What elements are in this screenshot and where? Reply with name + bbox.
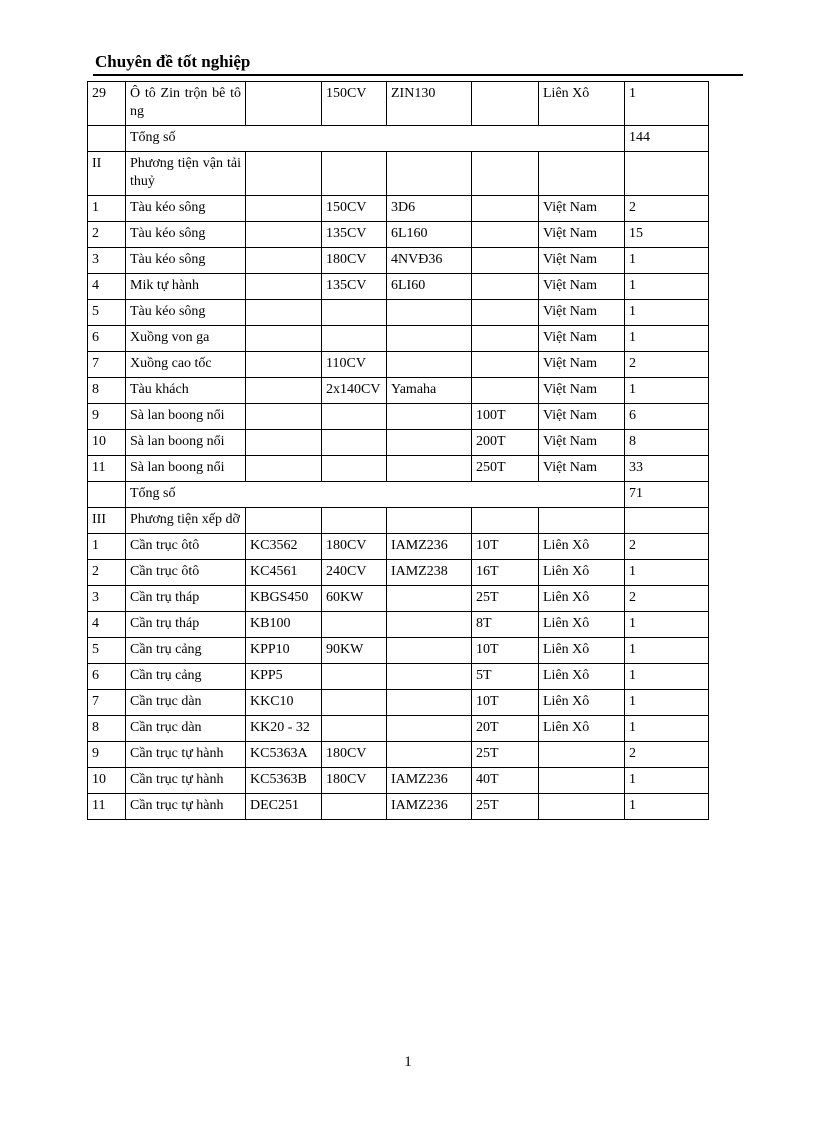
- cell-origin: [539, 508, 625, 534]
- cell-stt: 11: [88, 456, 126, 482]
- cell-name: Tàu kéo sông: [126, 248, 246, 274]
- cell-model: KC3562: [246, 534, 322, 560]
- cell-name: Phương tiện vận tải thuỷ: [126, 152, 246, 196]
- cell-model: [246, 404, 322, 430]
- cell-origin: Việt Nam: [539, 378, 625, 404]
- cell-origin: Việt Nam: [539, 196, 625, 222]
- cell-origin: Liên Xô: [539, 82, 625, 126]
- cell-origin: Liên Xô: [539, 716, 625, 742]
- cell-engine: [387, 300, 472, 326]
- cell-power: 135CV: [322, 222, 387, 248]
- table-row: [88, 768, 709, 794]
- cell-name: Cần trụ tháp: [126, 586, 246, 612]
- cell-quantity: 2: [625, 196, 709, 222]
- cell-quantity: 1: [625, 326, 709, 352]
- cell-quantity: 1: [625, 560, 709, 586]
- cell-power: [322, 326, 387, 352]
- cell-capacity: [472, 352, 539, 378]
- cell-quantity: 2: [625, 534, 709, 560]
- cell-origin: [539, 742, 625, 768]
- total-label: Tổng số: [126, 482, 625, 508]
- cell-power: 150CV: [322, 82, 387, 126]
- table-row: [88, 300, 709, 326]
- cell-capacity: [472, 508, 539, 534]
- cell-engine: [387, 508, 472, 534]
- cell-stt: 4: [88, 612, 126, 638]
- cell-name: Tàu kéo sông: [126, 196, 246, 222]
- table-row: [88, 716, 709, 742]
- cell-quantity: 1: [625, 664, 709, 690]
- cell-name: Sà lan boong nổi: [126, 404, 246, 430]
- cell-engine: 4NVĐ36: [387, 248, 472, 274]
- cell-capacity: [472, 274, 539, 300]
- cell-model: KC5363B: [246, 768, 322, 794]
- cell-origin: Việt Nam: [539, 248, 625, 274]
- table-row: [88, 352, 709, 378]
- cell-model: [246, 152, 322, 196]
- cell-engine: [387, 430, 472, 456]
- cell-quantity: 8: [625, 430, 709, 456]
- cell-engine: IAMZ236: [387, 794, 472, 820]
- cell-power: [322, 430, 387, 456]
- cell-power: 150CV: [322, 196, 387, 222]
- cell-engine: 6L160: [387, 222, 472, 248]
- cell-capacity: 5T: [472, 664, 539, 690]
- cell-name: Mik tự hành: [126, 274, 246, 300]
- cell-name: Cần trục dàn: [126, 716, 246, 742]
- cell-engine: ZIN130: [387, 82, 472, 126]
- cell-name: Cần trục ôtô: [126, 560, 246, 586]
- cell-capacity: 25T: [472, 742, 539, 768]
- table-row: [88, 690, 709, 716]
- table-row: [88, 430, 709, 456]
- cell-model: KPP10: [246, 638, 322, 664]
- cell-origin: Liên Xô: [539, 664, 625, 690]
- table-row: [88, 248, 709, 274]
- cell-model: [246, 300, 322, 326]
- cell-quantity: 6: [625, 404, 709, 430]
- cell-power: [322, 300, 387, 326]
- cell-model: [246, 248, 322, 274]
- cell-model: [246, 274, 322, 300]
- table-row: [88, 664, 709, 690]
- cell-capacity: [472, 248, 539, 274]
- cell-power: [322, 456, 387, 482]
- table-row: [88, 742, 709, 768]
- table-row: [88, 326, 709, 352]
- cell-power: 135CV: [322, 274, 387, 300]
- cell-quantity: 2: [625, 742, 709, 768]
- cell-capacity: 10T: [472, 690, 539, 716]
- cell-name: Cần trụ tháp: [126, 612, 246, 638]
- cell-engine: [387, 152, 472, 196]
- cell-quantity: 1: [625, 300, 709, 326]
- cell-quantity: 33: [625, 456, 709, 482]
- cell-origin: Việt Nam: [539, 222, 625, 248]
- cell-capacity: [472, 196, 539, 222]
- cell-engine: [387, 404, 472, 430]
- cell-stt: 6: [88, 664, 126, 690]
- cell-stt: 8: [88, 378, 126, 404]
- cell-name: Xuồng von ga: [126, 326, 246, 352]
- table-row: [88, 612, 709, 638]
- cell-power: 240CV: [322, 560, 387, 586]
- cell-power: 2x140CV: [322, 378, 387, 404]
- cell-quantity: [625, 508, 709, 534]
- cell-model: [246, 326, 322, 352]
- cell-origin: Việt Nam: [539, 274, 625, 300]
- table-row: [88, 560, 709, 586]
- cell-engine: IAMZ238: [387, 560, 472, 586]
- cell-engine: [387, 716, 472, 742]
- cell-stt: 9: [88, 404, 126, 430]
- cell-name: Cần trục tự hành: [126, 794, 246, 820]
- cell-origin: Liên Xô: [539, 586, 625, 612]
- cell-stt: II: [88, 152, 126, 196]
- cell-model: KPP5: [246, 664, 322, 690]
- cell-capacity: 25T: [472, 586, 539, 612]
- cell-origin: Việt Nam: [539, 300, 625, 326]
- cell-capacity: 200T: [472, 430, 539, 456]
- cell-capacity: [472, 222, 539, 248]
- cell-engine: [387, 742, 472, 768]
- cell-origin: Việt Nam: [539, 326, 625, 352]
- cell-engine: 6LI60: [387, 274, 472, 300]
- cell-stt: 6: [88, 326, 126, 352]
- cell-engine: [387, 456, 472, 482]
- cell-capacity: [472, 300, 539, 326]
- table-row: [88, 82, 709, 126]
- cell-origin: Việt Nam: [539, 430, 625, 456]
- cell-power: [322, 612, 387, 638]
- cell-model: [246, 82, 322, 126]
- table-row: [88, 274, 709, 300]
- cell-engine: Yamaha: [387, 378, 472, 404]
- table-row: [88, 794, 709, 820]
- cell-origin: Liên Xô: [539, 638, 625, 664]
- cell-capacity: [472, 152, 539, 196]
- cell-quantity: 1: [625, 82, 709, 126]
- cell-origin: Việt Nam: [539, 456, 625, 482]
- cell-capacity: [472, 82, 539, 126]
- table-row: [88, 152, 709, 196]
- cell-engine: [387, 326, 472, 352]
- cell-model: KC5363A: [246, 742, 322, 768]
- cell-engine: [387, 690, 472, 716]
- cell-model: [246, 378, 322, 404]
- cell-stt: 2: [88, 560, 126, 586]
- cell-quantity: [625, 152, 709, 196]
- cell-origin: Việt Nam: [539, 404, 625, 430]
- cell-stt: 1: [88, 534, 126, 560]
- cell-name: Cần trụ cảng: [126, 638, 246, 664]
- cell-model: KKC10: [246, 690, 322, 716]
- cell-model: [246, 508, 322, 534]
- cell-engine: [387, 612, 472, 638]
- cell-engine: 3D6: [387, 196, 472, 222]
- cell-power: 180CV: [322, 742, 387, 768]
- cell-quantity: 1: [625, 274, 709, 300]
- cell-stt: 7: [88, 690, 126, 716]
- cell-engine: IAMZ236: [387, 534, 472, 560]
- cell-stt: 9: [88, 742, 126, 768]
- table-row: [88, 196, 709, 222]
- cell-model: DEC251: [246, 794, 322, 820]
- cell-name: Cần trụ cảng: [126, 664, 246, 690]
- cell-engine: IAMZ236: [387, 768, 472, 794]
- cell-capacity: 10T: [472, 638, 539, 664]
- cell-name: Phương tiện xếp dỡ: [126, 508, 246, 534]
- cell-name: Cần trục ôtô: [126, 534, 246, 560]
- cell-power: 180CV: [322, 534, 387, 560]
- cell-name: Tàu khách: [126, 378, 246, 404]
- cell-stt: 10: [88, 430, 126, 456]
- cell-capacity: 20T: [472, 716, 539, 742]
- cell-stt: 3: [88, 248, 126, 274]
- cell-quantity: 1: [625, 248, 709, 274]
- cell-origin: [539, 768, 625, 794]
- cell-model: [246, 430, 322, 456]
- cell-power: [322, 404, 387, 430]
- cell-model: [246, 196, 322, 222]
- cell-blank: [88, 482, 126, 508]
- cell-origin: [539, 152, 625, 196]
- cell-power: [322, 794, 387, 820]
- page-number: 1: [404, 1054, 412, 1070]
- cell-quantity: 2: [625, 586, 709, 612]
- cell-name: Cần trục tự hành: [126, 768, 246, 794]
- cell-capacity: 250T: [472, 456, 539, 482]
- cell-stt: 7: [88, 352, 126, 378]
- cell-origin: Liên Xô: [539, 612, 625, 638]
- cell-name: Ô tô Zin trộn bê tông: [126, 82, 246, 126]
- total-label: Tổng số: [126, 126, 625, 152]
- cell-capacity: 10T: [472, 534, 539, 560]
- cell-quantity: 1: [625, 378, 709, 404]
- table-row: [88, 456, 709, 482]
- cell-engine: [387, 352, 472, 378]
- cell-stt: 10: [88, 768, 126, 794]
- cell-origin: Việt Nam: [539, 352, 625, 378]
- cell-model: [246, 222, 322, 248]
- cell-blank: [88, 126, 126, 152]
- cell-name: Sà lan boong nổi: [126, 430, 246, 456]
- cell-quantity: 1: [625, 638, 709, 664]
- cell-power: 180CV: [322, 248, 387, 274]
- cell-stt: 1: [88, 196, 126, 222]
- cell-stt: 29: [88, 82, 126, 126]
- cell-name: Tàu kéo sông: [126, 222, 246, 248]
- table-row: [88, 638, 709, 664]
- total-row: [88, 482, 709, 508]
- cell-power: [322, 690, 387, 716]
- table-row: [88, 534, 709, 560]
- header-rule: [93, 74, 743, 76]
- cell-engine: [387, 638, 472, 664]
- cell-quantity: 1: [625, 690, 709, 716]
- cell-capacity: [472, 326, 539, 352]
- cell-stt: III: [88, 508, 126, 534]
- cell-capacity: 25T: [472, 794, 539, 820]
- cell-model: KK20 - 32: [246, 716, 322, 742]
- page-header-title: Chuyên đề tốt nghiệp: [95, 52, 251, 71]
- cell-quantity: 1: [625, 612, 709, 638]
- cell-name: Sà lan boong nổi: [126, 456, 246, 482]
- cell-origin: [539, 794, 625, 820]
- cell-name: Cần trục dàn: [126, 690, 246, 716]
- cell-model: KC4561: [246, 560, 322, 586]
- cell-origin: Liên Xô: [539, 690, 625, 716]
- cell-power: 60KW: [322, 586, 387, 612]
- cell-power: [322, 664, 387, 690]
- table-row: [88, 404, 709, 430]
- cell-engine: [387, 586, 472, 612]
- cell-capacity: 100T: [472, 404, 539, 430]
- cell-origin: Liên Xô: [539, 560, 625, 586]
- table-row: [88, 508, 709, 534]
- total-row: [88, 126, 709, 152]
- table-row: [88, 378, 709, 404]
- cell-capacity: 8T: [472, 612, 539, 638]
- cell-power: [322, 152, 387, 196]
- cell-quantity: 1: [625, 716, 709, 742]
- cell-engine: [387, 664, 472, 690]
- cell-power: [322, 508, 387, 534]
- cell-power: 90KW: [322, 638, 387, 664]
- table-row: [88, 222, 709, 248]
- cell-model: [246, 456, 322, 482]
- cell-quantity: 15: [625, 222, 709, 248]
- cell-power: [322, 716, 387, 742]
- total-value: 71: [625, 482, 709, 508]
- cell-capacity: 16T: [472, 560, 539, 586]
- cell-stt: 5: [88, 638, 126, 664]
- cell-power: 180CV: [322, 768, 387, 794]
- cell-stt: 3: [88, 586, 126, 612]
- cell-model: KBGS450: [246, 586, 322, 612]
- table-row: [88, 586, 709, 612]
- cell-model: KB100: [246, 612, 322, 638]
- cell-stt: 2: [88, 222, 126, 248]
- cell-capacity: 40T: [472, 768, 539, 794]
- cell-quantity: 1: [625, 794, 709, 820]
- cell-stt: 5: [88, 300, 126, 326]
- cell-stt: 4: [88, 274, 126, 300]
- cell-name: Cần trục tự hành: [126, 742, 246, 768]
- equipment-table: [87, 81, 709, 820]
- cell-power: 110CV: [322, 352, 387, 378]
- cell-quantity: 2: [625, 352, 709, 378]
- cell-model: [246, 352, 322, 378]
- cell-stt: 11: [88, 794, 126, 820]
- cell-origin: Liên Xô: [539, 534, 625, 560]
- cell-quantity: 1: [625, 768, 709, 794]
- cell-name: Xuồng cao tốc: [126, 352, 246, 378]
- total-value: 144: [625, 126, 709, 152]
- cell-capacity: [472, 378, 539, 404]
- cell-name: Tàu kéo sông: [126, 300, 246, 326]
- cell-stt: 8: [88, 716, 126, 742]
